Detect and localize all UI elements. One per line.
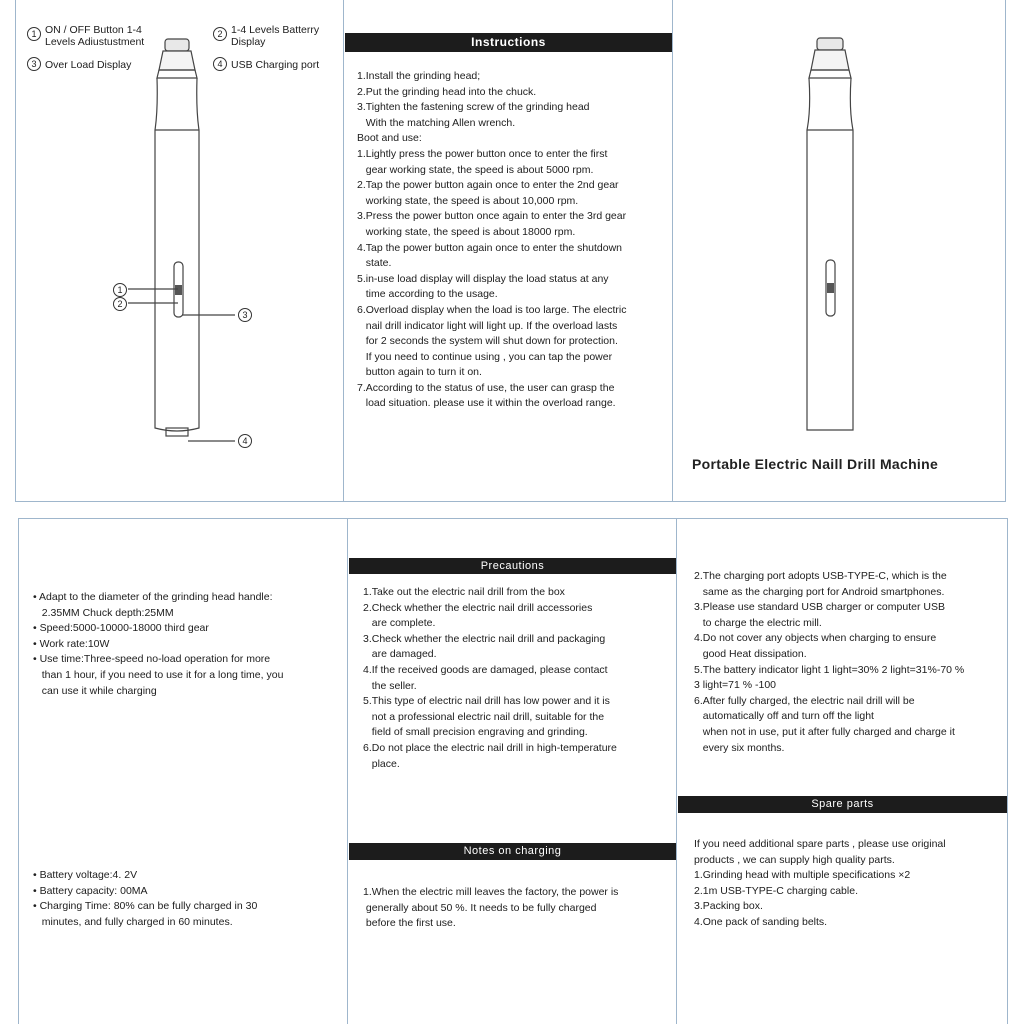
legend-on-off-button: ON / OFF Button 1-4 Levels Adiustustment [45,24,145,48]
legend-number: 4 [213,57,227,71]
charging-continued-text: 2.The charging port adopts USB-TYPE-C, which is the same as the charging port for Android smartphones. 3.Please use standard USB charger or computer USB to charge the electric mill. 4.Do not cover any objects when charging to ensure good Heat dissipation. 5.The battery indicator light 1 light=30% 2 light=31%-70 % 3 light=71 % -100 6.After fully charged, the electric nail drill will be automatically off and turn off the light when not in use, put it after fully charged and charge it every six months. [694,570,965,754]
divider [672,0,673,502]
divider [18,518,19,1024]
charging-notes-header: Notes on charging [349,843,676,860]
instructions-header: Instructions [345,33,672,52]
callout-number: 4 [238,434,252,448]
divider [676,518,677,1024]
legend-battery-display: 1-4 Levels Batterry Display [231,24,320,48]
legend-usb-port: USB Charging port [231,59,320,71]
divider [343,0,344,502]
callout-number: 2 [113,297,127,311]
divider [18,518,1008,519]
legend-overload-display: Over Load Display [45,59,132,71]
divider [1005,0,1006,502]
specs-block-1: • Adapt to the diameter of the grinding head handle: 2.35MM Chuck depth:25MM • Speed:5000-10000-18000 third gear • Work rate:10W • Use time:Three-speed no-load operation for more than 1 hour, if you need to use it for a long time, you can use it while charging [33,591,284,697]
divider [15,501,1006,502]
drill-image [780,30,880,440]
spare-parts-text: If you need additional spare parts , please use original products , we can supply high quality parts. 1.Grinding head with multiple specifications ×2 2.1m USB-TYPE-C charging cable. 3.Packing box. 4.One pack of sanding belts. [694,838,946,928]
product-title: Portable Electric Naill Drill Machine [692,456,939,472]
precautions-header: Precautions [349,558,676,574]
specs-block-2: • Battery voltage:4. 2V • Battery capacity: 00MA • Charging Time: 80% can be fully charged in 30 minutes, and fully charged in 60 minutes. [33,869,258,928]
legend-number: 3 [27,57,41,71]
divider [15,0,16,502]
precautions-text: 1.Take out the electric nail drill from the box 2.Check whether the electric nail drill accessories are complete. 3.Check whether the electric nail drill and packaging are damaged. 4.If the received goods are damaged, please contact the seller. 5.This type of electric nail drill has low power and it is not a professional electric nail drill, suitable for the field of small precision engraving and grinding. 6.Do not place the electric nail drill in high-temperature place. [363,586,617,770]
divider [1007,518,1008,1024]
drill-diagram [100,30,270,460]
legend-number: 1 [27,27,41,41]
callout-number: 3 [238,308,252,322]
instructions-text: 1.Install the grinding head; 2.Put the grinding head into the chuck. 3.Tighten the fastening screw of the grinding head With the matching Allen wrench. Boot and use: 1.Lightly press the power button once to enter the first gear working state, the speed is about 5000 rpm. 2.Tap the power button again once to enter the 2nd gear working state, the speed is about 10,000 rpm. 3.Press the power button once again to enter the 3rd gear working state, the speed is about 18000 rpm. 4.Tap the power button again once to enter the shutdown state. 5.in-use load display will display the load status at any time according to the usage. 6.Overload display when the load is too large. The electric nail drill indicator light will light up. If the overload lasts for 2 seconds the system will shut down for protection. If you need to continue using , you can tap the power button again to turn it on. 7.According to the status of use, the user can grasp the load situation. please use it within the overload range. [357,70,627,410]
callout-number: 1 [113,283,127,297]
spare-parts-header: Spare parts [678,796,1007,813]
divider [347,518,348,1024]
legend-number: 2 [213,27,227,41]
charging-notes-text: 1.When the electric mill leaves the factory, the power is generally about 50 %. It needs to be fully charged before the first use. [363,886,619,930]
